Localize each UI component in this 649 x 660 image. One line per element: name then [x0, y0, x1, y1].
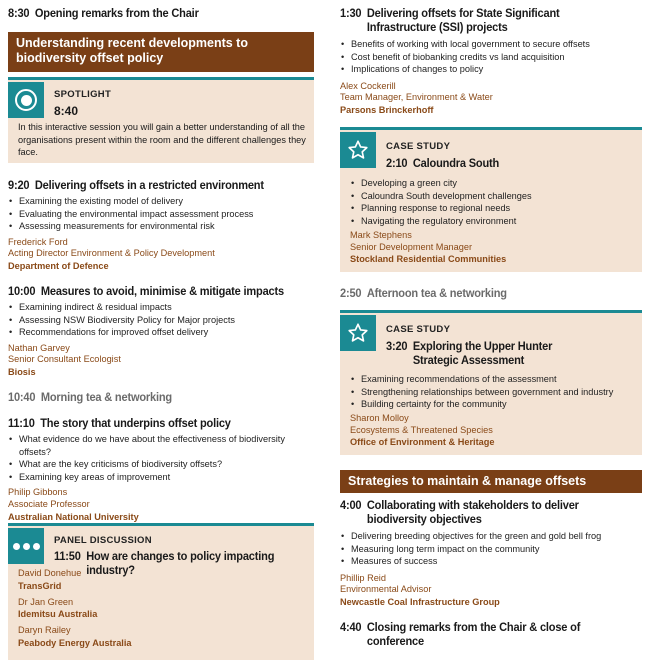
- bullet-item: • Strengthening relationships between government and industry: [350, 386, 638, 399]
- session-bullets: [8, 301, 314, 339]
- speaker-org: Idemitsu Australia: [18, 609, 98, 620]
- break-morning-tea: [8, 390, 172, 404]
- session-title: Opening remarks from the Chair: [34, 6, 199, 20]
- case-study-upper-hunter: [340, 310, 642, 455]
- case-label: CASE STUDY: [386, 141, 451, 152]
- bullet-item: • Examining recommendations of the assessment: [350, 373, 638, 386]
- speaker-name: Philip Gibbons: [8, 487, 68, 498]
- case-heading: [386, 156, 499, 170]
- speaker-org: Australian National University: [8, 511, 139, 522]
- session-bullets: [8, 195, 314, 233]
- bullet-item: • Examining indirect & residual impacts: [8, 301, 314, 314]
- bullet-item: • Building certainty for the community: [350, 398, 638, 411]
- section-banner-strategies: [340, 470, 642, 493]
- case-title: Exploring the Upper Hunter Strategic Assessment: [412, 339, 553, 367]
- speaker-name: Alex Cockerill: [340, 80, 396, 91]
- session-time: 9:20: [8, 178, 30, 192]
- speaker-role: Environmental Advisor: [340, 584, 432, 595]
- speaker-org: Peabody Energy Australia: [18, 637, 132, 648]
- bullet-item: • Examining key areas of improvement: [8, 471, 314, 484]
- break-title: Afternoon tea & networking: [366, 286, 507, 300]
- speaker-org: Stockland Residential Communities: [350, 254, 507, 265]
- bullet-item: • Assessing NSW Biodiversity Policy for Major projects: [8, 314, 314, 327]
- break-time: 2:50: [340, 286, 362, 300]
- speaker-role: Associate Professor: [8, 498, 90, 509]
- speaker-org: Department of Defence: [8, 260, 109, 271]
- speaker-name: Dr Jan Green: [18, 596, 74, 607]
- spotlight-icon: [8, 82, 44, 118]
- session-400: [340, 498, 642, 608]
- bullet-item: • Delivering breeding objectives for the green and gold bell frog: [340, 530, 642, 543]
- session-bullets: [340, 38, 642, 76]
- bullet-item: • Measures of success: [340, 555, 642, 568]
- spotlight-label: SPOTLIGHT: [54, 89, 112, 100]
- break-time: 10:40: [8, 390, 36, 404]
- session-920: [8, 178, 314, 272]
- session-1000: [8, 284, 314, 378]
- section-title: Understanding recent developments to biodiversity offset policy: [16, 36, 248, 65]
- session-title: Delivering offsets for State Significant Infrastructure (SSI) projects: [366, 6, 560, 34]
- session-opening: [8, 6, 199, 20]
- bullet-item: • Caloundra South development challenges: [350, 190, 638, 203]
- speaker-role: Ecosystems & Threatened Species: [350, 424, 493, 435]
- bullet-item: • Assessing measurements for environmental risk: [8, 220, 314, 233]
- speaker-name: Frederick Ford: [8, 236, 68, 247]
- bullet-item: • What evidence do we have about the effectiveness of biodiversity offsets?: [8, 433, 314, 458]
- case-time: 3:20: [386, 339, 408, 353]
- session-time: 4:00: [340, 498, 362, 512]
- speaker-name: Nathan Garvey: [8, 342, 70, 353]
- panel-title: How are changes to policy impacting industry?: [86, 549, 275, 577]
- bullet-item: • Evaluating the environmental impact assessment process: [8, 208, 314, 221]
- session-title: Delivering offsets in a restricted environment: [34, 178, 264, 192]
- speaker-org: Office of Environment & Heritage: [350, 437, 495, 448]
- session-closing: [340, 620, 618, 648]
- case-heading: [386, 339, 597, 367]
- bullet-item: • Navigating the regulatory environment: [350, 215, 638, 228]
- break-afternoon-tea: [340, 286, 507, 300]
- bullet-item: • Measuring long term impact on the community: [340, 543, 642, 556]
- bullet-item: • Implications of changes to policy: [340, 63, 642, 76]
- case-title: Caloundra South: [412, 156, 500, 170]
- bullet-item: • Examining the existing model of delivery: [8, 195, 314, 208]
- panel-label: PANEL DISCUSSION: [54, 535, 152, 546]
- speaker-org: Newcastle Coal Infrastructure Group: [340, 596, 500, 607]
- spotlight-description: In this interactive session you will gain a better understanding of all the organisations present within the room and the different challenges they face.: [18, 122, 306, 158]
- section-banner-understanding: [8, 32, 314, 72]
- speaker-name: Sharon Molloy: [350, 413, 409, 423]
- bullet-item: • What are the key criticisms of biodiversity offsets?: [8, 458, 314, 471]
- session-title: Collaborating with stakeholders to deliver biodiversity objectives: [366, 498, 579, 526]
- speaker-role: Senior Development Manager: [350, 241, 473, 252]
- bullet-item: • Benefits of working with local government to secure offsets: [340, 38, 642, 51]
- speaker-org: Parsons Brinckerhoff: [340, 104, 434, 115]
- case-label: CASE STUDY: [386, 324, 451, 335]
- session-time: 11:10: [8, 416, 35, 430]
- spotlight-time: 8:40: [54, 104, 79, 118]
- session-bullets: [340, 530, 642, 568]
- case-bullets: [350, 373, 638, 411]
- bullet-item: • Planning response to regional needs: [350, 202, 638, 215]
- speaker-name: David Donehue: [18, 568, 82, 578]
- session-time: 10:00: [8, 284, 36, 298]
- case-study-caloundra: [340, 127, 642, 272]
- break-title: Morning tea & networking: [40, 390, 172, 404]
- case-time: 2:10: [386, 156, 408, 170]
- star-icon: [340, 315, 376, 351]
- panel-time: 11:50: [54, 549, 81, 563]
- speaker-role: Senior Consultant Ecologist: [8, 354, 121, 365]
- bullet-item: • Developing a green city: [350, 177, 638, 190]
- bullet-item: • Cost benefit of biobanking credits vs land acquisition: [340, 51, 642, 64]
- speaker-name: Phillip Reid: [340, 572, 386, 583]
- spotlight-box: [8, 77, 314, 163]
- session-time: 1:30: [340, 6, 362, 20]
- session-time: 8:30: [8, 6, 30, 20]
- speaker-org: Biosis: [8, 366, 36, 377]
- section-title: Strategies to maintain & manage offsets: [348, 474, 587, 488]
- session-title: Closing remarks from the Chair & close of conference: [366, 620, 581, 648]
- session-bullets: [8, 433, 314, 483]
- session-1110: [8, 416, 314, 523]
- speaker-role: Acting Director Environment & Policy Development: [8, 248, 215, 259]
- three-dots-icon: [8, 528, 44, 564]
- panel-discussion-box: [8, 523, 314, 660]
- case-bullets: [350, 177, 638, 227]
- session-title: Measures to avoid, minimise & mitigate impacts: [40, 284, 284, 298]
- speaker-org: TransGrid: [18, 580, 62, 591]
- session-130: [340, 6, 642, 116]
- speaker-role: Team Manager, Environment & Water: [340, 92, 493, 103]
- speaker-name: Daryn Railey: [18, 625, 71, 636]
- session-time: 4:40: [340, 620, 362, 634]
- session-title: The story that underpins offset policy: [40, 416, 231, 430]
- star-icon: [340, 132, 376, 168]
- speaker-name: Mark Stephens: [350, 230, 412, 240]
- panel-speakers: [18, 568, 132, 649]
- bullet-item: • Recommendations for improved offset delivery: [8, 326, 314, 339]
